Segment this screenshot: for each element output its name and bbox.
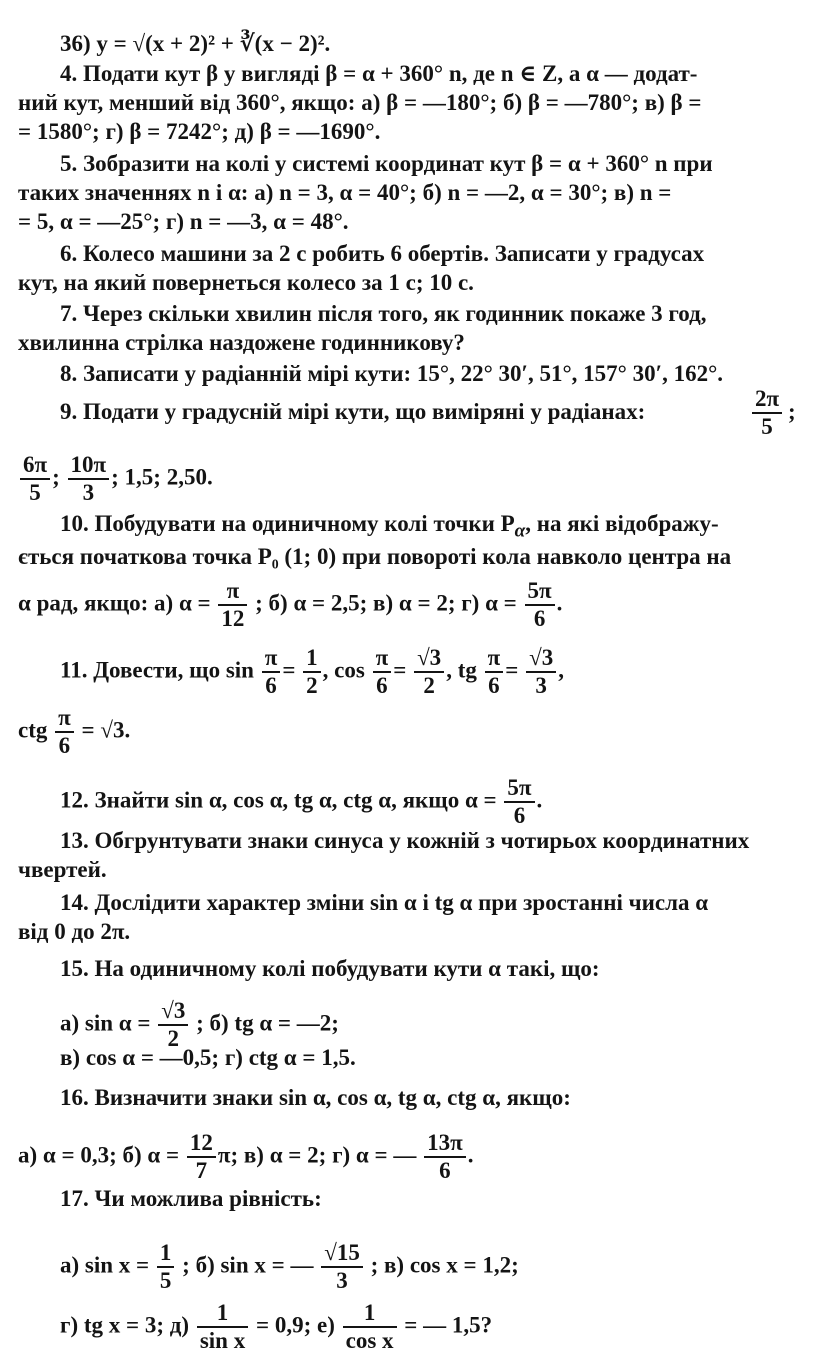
fraction: [187, 1130, 216, 1184]
exercise-11-line-2: [18, 705, 818, 759]
numerator: 5π: [525, 578, 555, 606]
text: 4. Подати кут β у вигляді β = α + 360° n, де n ∈ Z, а α — додат-: [60, 61, 698, 86]
exercise-5-line-3: [18, 208, 818, 236]
text: ctg: [18, 717, 48, 743]
exercise-36b: [60, 30, 820, 58]
subscript: α: [514, 520, 526, 542]
exercise-10-line-2: [18, 543, 818, 571]
exercise-5-line-1: [60, 150, 820, 178]
fraction: [373, 645, 392, 699]
text: ; б) α = 2,5; в) α = 2; г) α =: [255, 590, 517, 616]
fraction: [752, 386, 782, 440]
text: в) cos α = —0,5; г) ctg α = 1,5.: [60, 1045, 356, 1070]
fraction: [218, 578, 247, 632]
exercise-13-line-2: [18, 856, 818, 884]
fraction: [414, 645, 444, 699]
numerator: √15: [321, 1240, 363, 1268]
exercise-16-line-2: а) α = 0,3; б) α = $\frac{12}{7}$ π; в) α = 2; г) α = — $\frac{13\pi}{6}$ .: [18, 1130, 474, 1183]
denominator: 3: [336, 1268, 348, 1293]
exercise-15-line-1: [60, 955, 820, 983]
text: 15. На одиничному колі побудувати кути α такі, що:: [60, 956, 600, 981]
exercise-6-line-2: [18, 269, 818, 297]
text: 6. Колесо машини за 2 с робить 6 обертів. Записати у градусах: [60, 241, 705, 266]
exercise-7-line-2: [18, 329, 818, 357]
denominator: 5: [159, 1268, 172, 1293]
exercise-5-line-2: [18, 179, 818, 207]
fraction: [485, 645, 504, 699]
numerator: 12: [187, 1130, 216, 1158]
denominator: 6: [376, 673, 388, 698]
text: ; в) cos x = 1,2;: [370, 1252, 519, 1278]
fraction: [55, 705, 74, 759]
exercise-17-line-2: [60, 1240, 820, 1294]
exercise-4-line-2: [18, 89, 818, 117]
denominator: 2: [306, 673, 318, 698]
exercise-7-line-1: [60, 300, 820, 328]
text: = 1580°; г) β = 7242°; д) β = —1690°.: [18, 119, 381, 144]
exercise-8: [60, 360, 820, 388]
exercise-15-line-3: [60, 1044, 820, 1072]
text: 11. Довести, що sin: [60, 657, 254, 683]
fraction: [525, 578, 555, 632]
text: а) sin x =: [60, 1252, 150, 1278]
text: хвилинна стрілка наздожене годинникову?: [18, 330, 465, 355]
fraction: [20, 452, 50, 506]
denominator: 3: [535, 673, 547, 698]
exercise-9-line-1: [60, 386, 820, 439]
numerator: 1: [303, 645, 321, 673]
numerator: 5π: [504, 775, 534, 803]
text: , tg: [446, 657, 477, 683]
exercise-4-line-1: [60, 60, 822, 88]
text: 12. Знайти sin α, cos α, tg α, ctg α, якщо α =: [60, 787, 497, 813]
text: 5. Зобразити на колі у системі координат кут β = α + 360° n при: [60, 151, 713, 176]
numerator: π: [373, 645, 392, 673]
semicolon: ;: [788, 399, 796, 424]
fraction: [68, 452, 110, 506]
text: 7. Через скільки хвилин після того, як годинник покаже 3 год,: [60, 301, 707, 326]
denominator: 5: [29, 480, 41, 505]
fraction: [343, 1300, 397, 1354]
exercise-17-line-1: [60, 1185, 820, 1213]
numerator: 10π: [68, 452, 110, 480]
exercise-12: 12. Знайти sin α, cos α, tg α, ctg α, якщо α = $\frac{5\pi}{6}$ .: [60, 775, 543, 828]
text: ; 1,5; 2,50.: [111, 464, 213, 490]
numerator: 13π: [424, 1130, 466, 1158]
denominator: 3: [82, 480, 95, 505]
text: а) sin α =: [60, 1010, 151, 1036]
numerator: π: [262, 645, 281, 673]
exercise-9-line-2: $\frac{6\pi}{5}$ ; $\frac{10\pi}{3}$ ; 1,5; 2,50.: [18, 452, 818, 506]
denominator: 12: [221, 606, 245, 631]
text: π; в) α = 2; г) α = —: [217, 1142, 417, 1168]
text: від 0 до 2π.: [18, 919, 131, 944]
numerator: √3: [158, 998, 188, 1026]
text: кут, на який повернеться колесо за 1 с; 10 с.: [18, 270, 474, 295]
denominator: 6: [58, 733, 71, 758]
text: 13. Обгрунтувати знаки синуса у кожній з чотирьох координатних: [60, 828, 750, 853]
numerator: 1: [197, 1300, 248, 1328]
text: ; б) tg α = —2;: [196, 1010, 339, 1036]
text: ється початкова точка P₀ (1; 0) при повороті кола навколо центра на: [18, 544, 732, 569]
text: 16. Визначити знаки sin α, cos α, tg α, ctg α, якщо:: [60, 1085, 571, 1110]
text: = 5, α = —25°; г) n = —3, α = 48°.: [18, 209, 349, 234]
denominator: 6: [533, 606, 546, 631]
exercise-17-line-3: [60, 1300, 820, 1354]
exercise-14-line-1: [60, 889, 820, 917]
denominator: sin x: [199, 1328, 246, 1353]
text: , на які відображу-: [525, 511, 719, 536]
numerator: π: [55, 705, 74, 733]
fraction: [321, 1240, 363, 1294]
text: 17. Чи можлива рівність:: [60, 1186, 322, 1211]
text: г) tg x = 3; д): [60, 1312, 190, 1338]
fraction: [197, 1300, 248, 1354]
text: = √3.: [81, 717, 131, 743]
exercise-11-line-1: 11. Довести, що sin $\frac{\pi}{6}$ = $\frac{1}{2}$ , cos $\frac{\pi}{6}$ = $\frac{√3}{2}$ , tg $\frac{\pi}{6}$ = $\frac{√3}{3}$ ,: [60, 645, 564, 698]
denominator: 6: [439, 1158, 451, 1183]
exercise-10-line-3: α рад, якщо: а) α = $\frac{\pi}{12}$ ; б) α = 2,5; в) α = 2; г) α = $\frac{5\pi}{6}$ .: [18, 578, 563, 631]
text: , cos: [322, 657, 365, 683]
denominator: 2: [167, 1026, 180, 1051]
text: α рад, якщо: а) α =: [18, 590, 211, 616]
text: 8. Записати у радіанній мірі кути: 15°, 22° 30′, 51°, 157° 30′, 162°.: [60, 361, 724, 386]
numerator: √3: [526, 645, 556, 673]
numerator: 2π: [752, 386, 782, 414]
numerator: π: [485, 645, 504, 673]
exercise-13-line-1: [60, 827, 820, 855]
numerator: 1: [157, 1240, 175, 1268]
fraction: [504, 775, 534, 829]
numerator: 1: [343, 1300, 397, 1328]
denominator: 7: [195, 1158, 208, 1183]
numerator: π: [218, 578, 247, 606]
text: 10. Побудувати на одиничному колі точки P: [60, 511, 515, 536]
text: ; б) sin x = —: [182, 1252, 314, 1278]
numerator: √3: [414, 645, 444, 673]
fraction: [424, 1130, 466, 1184]
text: ний кут, менший від 360°, якщо: а) β = —180°; б) β = —780°; в) β =: [18, 90, 702, 115]
text: = 0,9; е): [255, 1312, 335, 1338]
formula-text: 36) y = √(x + 2)² + ∛(x − 2)².: [60, 31, 331, 56]
fraction: [526, 645, 556, 699]
denominator: 6: [513, 803, 526, 828]
text: = — 1,5?: [404, 1312, 493, 1338]
exercise-6-line-1: [60, 240, 820, 268]
denominator: 2: [423, 673, 435, 698]
numerator: 6π: [20, 452, 50, 480]
denominator: 6: [488, 673, 500, 698]
text: 14. Дослідити характер зміни sin α і tg α при зростанні числа α: [60, 890, 709, 915]
text: чвертей.: [18, 857, 107, 882]
exercise-10-line-1: [60, 510, 820, 546]
exercise-14-line-2: [18, 918, 818, 946]
exercise-4-line-3: [18, 118, 818, 146]
exercise-16-line-1: [60, 1084, 820, 1112]
fraction: [157, 1240, 175, 1294]
fraction: [303, 645, 321, 699]
text: а) α = 0,3; б) α =: [18, 1142, 180, 1168]
denominator: 5: [761, 414, 773, 439]
text: 9. Подати у градусній мірі кути, що виміряні у радіанах:: [60, 399, 646, 424]
text: таких значеннях n і α: а) n = 3, α = 40°; б) n = —2, α = 30°; в) n =: [18, 180, 672, 205]
denominator: cos x: [345, 1328, 394, 1353]
denominator: 6: [265, 673, 277, 698]
fraction: [262, 645, 281, 699]
